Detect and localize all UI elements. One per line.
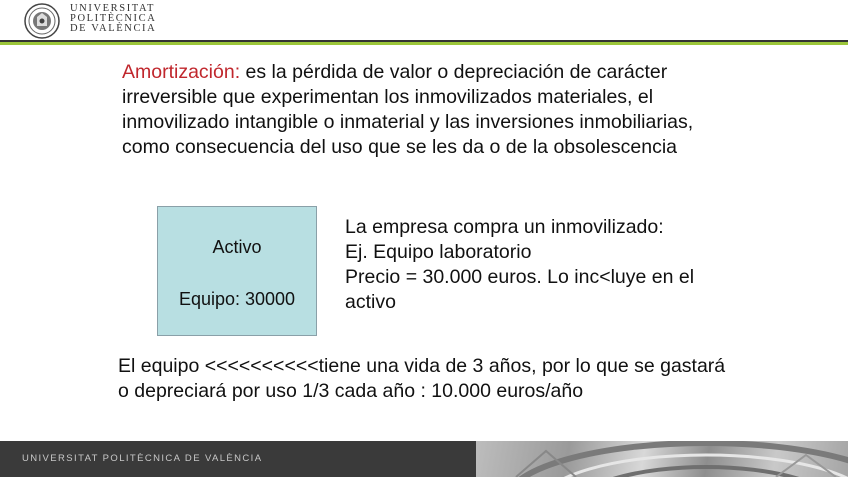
conclusion-paragraph: El equipo <<<<<<<<<<tiene una vida de 3 años, por lo que se gastará o depreciará por uso 1/3 cada año : 10.000 euros/año [118, 355, 726, 402]
logo-line-3: DE VALÈNCIA [70, 23, 157, 34]
header-accent-bar [0, 42, 848, 45]
definition-term: Amortización: [122, 61, 241, 83]
definition-text: es la pérdida de valor o depreciación de carácter irreversible que experimentan los inmovilizados materiales, el inmovilizado intangible o inmaterial y las inversiones inmobiliarias, como consecuencia del uso que se les da o de la obsolescencia [122, 61, 694, 158]
university-logo-text [70, 4, 156, 34]
seal-relief-icon [476, 441, 848, 477]
logo-line-2: POLITÈCNICA [70, 13, 157, 24]
asset-box-title: Activo [212, 237, 262, 257]
example-line-1: La empresa compra un inmovilizado: [345, 216, 664, 238]
example-paragraph [345, 215, 725, 315]
definition-paragraph [122, 60, 722, 160]
footer-university-name: UNIVERSITAT POLITÈCNICA DE VALÈNCIA [22, 453, 263, 464]
asset-box [157, 206, 317, 336]
asset-box-value: Equipo: 30000 [178, 289, 296, 309]
logo-line-1: UNIVERSITAT [70, 3, 156, 14]
university-seal-icon [24, 3, 60, 39]
slide-header [0, 0, 848, 40]
example-line-2: Ej. Equipo laboratorio [345, 241, 532, 263]
example-line-3: Precio = 30.000 euros. Lo inc<luye en el activo [345, 266, 695, 313]
